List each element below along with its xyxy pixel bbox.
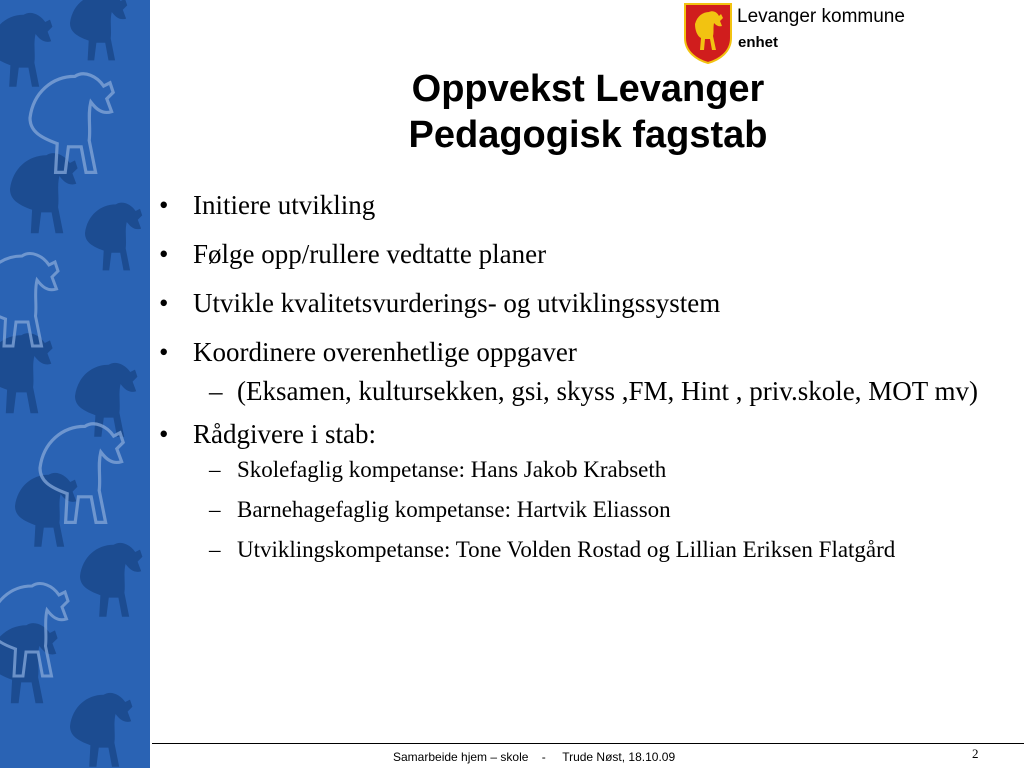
footer-text: Samarbeide hjem – skole - Trude Nøst, 18.10.09 (393, 750, 676, 764)
bullet-marker: • (159, 190, 169, 220)
bullet-text: Initiere utvikling (193, 190, 376, 220)
footer-divider (152, 743, 1024, 744)
bullet-item (153, 190, 993, 221)
coat-of-arms-horse-icon (683, 2, 733, 64)
sub-bullet-marker: – (209, 376, 223, 406)
bullet-item (153, 337, 993, 368)
sub-bullet-text: Skolefaglig kompetanse: Hans Jakob Krabseth (237, 457, 667, 482)
slide-title (300, 66, 876, 158)
side-decoration-panel (0, 0, 150, 768)
horse-pattern-decoration (0, 0, 150, 768)
sub-bullet-item (153, 496, 993, 524)
sub-bullet-text: Utviklingskompetanse: Tone Volden Rostad og Lillian Eriksen Flatgård (237, 537, 896, 562)
bullet-marker: • (159, 419, 169, 449)
sub-bullet-item (153, 374, 993, 409)
bullet-item (153, 419, 993, 450)
sub-bullet-marker: – (209, 537, 221, 562)
bullet-text: Koordinere overenhetlige oppgaver (193, 337, 577, 367)
sub-bullet-text: (Eksamen, kultursekken, gsi, skyss ,FM, Hint , priv.skole, MOT mv) (237, 376, 978, 406)
bullet-text: Rådgivere i stab: (193, 419, 376, 449)
slide-title-line-1: Oppvekst Levanger (411, 68, 765, 110)
sub-bullet-marker: – (209, 457, 221, 482)
bullet-item (153, 288, 993, 319)
bullet-marker: • (159, 337, 169, 367)
organization-unit: enhet (738, 34, 779, 51)
bullet-item (153, 239, 993, 270)
organization-name: Levanger kommune (737, 6, 905, 27)
bullet-text: Følge opp/rullere vedtatte planer (193, 239, 547, 269)
bullet-text: Utvikle kvalitetsvurderings- og utviklingssystem (193, 288, 721, 318)
slide-title-line-2: Pedagogisk fagstab (408, 114, 768, 156)
sub-bullet-marker: – (209, 497, 221, 522)
bullet-marker: • (159, 288, 169, 318)
sub-bullet-item (153, 456, 993, 484)
sub-bullet-text: Barnehagefaglig kompetanse: Hartvik Eliasson (237, 497, 671, 522)
page-number: 2 (972, 746, 979, 761)
bullet-marker: • (159, 239, 169, 269)
bullet-list (153, 190, 993, 576)
sub-bullet-item (153, 536, 993, 564)
